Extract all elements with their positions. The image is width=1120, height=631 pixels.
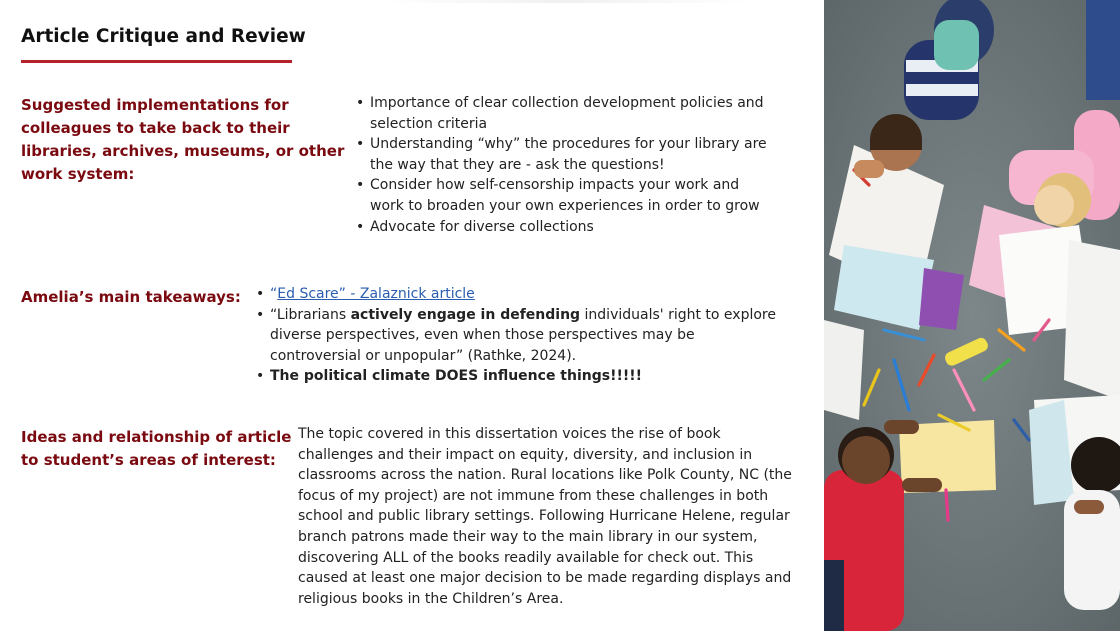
link-open-quote: “ <box>270 286 278 302</box>
child-white-shirt <box>1064 437 1120 610</box>
list-item <box>256 305 786 367</box>
quote-prefix: “Librarians <box>270 306 351 323</box>
page-title: Article Critique and Review <box>21 26 306 47</box>
political-climate-statement: The political climate DOES influence things!!!!! <box>270 368 643 385</box>
implementations-label-line-2: colleagues to take back to their <box>21 119 290 137</box>
implementations-label-line-4: work system: <box>21 165 135 183</box>
takeaways-list <box>256 284 786 387</box>
children-drawing-illustration <box>824 0 1120 631</box>
list-item: • Importance of clear collection development policies and selection criteria <box>356 93 776 134</box>
ideas-paragraph: The topic covered in this dissertation voices the rise of book challenges and their impact on equity, diversity, and inclusion in classrooms across the nation. Rural locations like Polk County, NC (the focus of my project) are not immune from these challenges in both school and public library settings. Following Hurricane Helene, regular branch patrons made their way to the main library in our system, discovering ALL of the books readily available for check out. This caused at least one major decision to be made regarding displays and religious books in the Children’s Area. <box>298 426 792 607</box>
ideas-label-line-1: Ideas and relationship of article <box>21 428 292 446</box>
list-item <box>256 284 786 305</box>
list-item: • Advocate for diverse collections <box>356 217 776 238</box>
ideas-label <box>21 426 291 472</box>
quote-rest: individuals' right to explore diverse perspectives, even when those perspectives may be controversial or unpopular” (Rathke, 2024). <box>270 306 776 364</box>
zalaznick-article-link[interactable]: Ed Scare” - Zalaznick article <box>277 286 475 302</box>
list-item <box>256 366 786 387</box>
children-drawing-photo <box>824 0 1120 631</box>
implementations-label-line-3: libraries, archives, museums, or other <box>21 142 345 160</box>
ideas-label-line-2: to student’s areas of interest: <box>21 451 276 469</box>
list-item: • Consider how self-censorship impacts your work and work to broaden your own experiences in order to grow <box>356 175 776 216</box>
takeaways-label: Amelia’s main takeaways: <box>21 288 241 306</box>
implementations-label-line-1: Suggested implementations for <box>21 96 289 114</box>
implementations-label <box>21 94 344 186</box>
implementations-list <box>356 93 776 237</box>
quote-emphasis: actively engage in defending <box>350 306 581 323</box>
list-item: • Understanding “why” the procedures for your library are the way that they are - ask the questions! <box>356 134 776 175</box>
top-shadow-line <box>380 0 750 3</box>
title-underline <box>21 60 292 63</box>
